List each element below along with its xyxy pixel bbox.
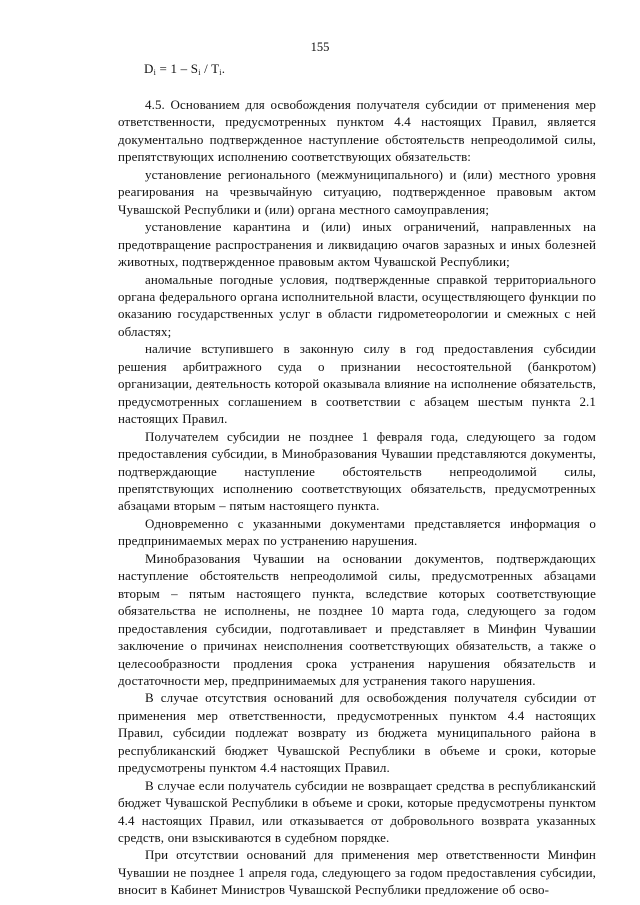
page-number: 155 — [310, 40, 330, 54]
paragraph-minfin-proposal: При отсутствии оснований для применения мер ответственности Минфин Чувашии не позднее 1 апреля года, следующего за годом предоставления субсидии, вносит в Кабинет Министров Чувашской Республики предложение об осво- — [118, 847, 596, 898]
paragraph-documents-deadline: Получателем субсидии не позднее 1 февраля года, следующего за годом предоставления субсидии, в Минобразования Чувашии представляются документы, подтверждающие наступление обстоятельств непреодолимой силы, препятствующих исполнению соответствующих обязательств, предусмотренных абзацами вторым – пятым настоящего пункта. — [118, 428, 596, 514]
paragraph-court-recovery: В случае если получатель субсидии не возвращает средства в республиканский бюджет Чувашской Республики в объеме и сроки, которые предусмотрены пунктом 4.4 настоящих Правил, или отказывается от добровольного возврата указанных средств, они взыскиваются в судебном порядке. — [118, 777, 596, 846]
paragraph-weather: аномальные погодные условия, подтвержденные справкой территориального органа федерального органа исполнительной власти, осуществляющего функции по оказанию государственных услуг в области гидрометеорологии и смежных с ней областях; — [118, 271, 596, 339]
paragraph-ministry-conclusion: Минобразования Чувашии на основании документов, подтверждающих наступление обстоятельств непреодолимой силы, предусмотренных абзацами вторым – пятым настоящего пункта, вследствие которых соответствующие обязательства не исполнены, не позднее 10 марта года, следующего за годом предоставления субсидии, подготавливает и представляет в Минфин Чувашии заключение о причинах неисполнения соответствующих обязательств, а также о целесообразности продления срока устранения нарушения обязательств и достаточности мер, предпринимаемых для устранения такого нарушения. — [118, 550, 596, 688]
formula — [144, 61, 225, 77]
formula-divisor: / T — [200, 61, 220, 76]
formula-end: . — [221, 61, 226, 76]
formula-middle-subscript: i — [198, 68, 201, 77]
formula-lhs: D — [144, 61, 154, 76]
formula-lhs-subscript: i — [153, 68, 157, 77]
formula-divisor-subscript: i — [219, 68, 222, 77]
paragraph-bankruptcy: наличие вступившего в законную силу в год предоставления субсидии решения арбитражного суда о признании несостоятельной (банкротом) организации, деятельность которой оказывала влияние на исполнение обязательств, предусмотренных соглашением в соответствии с абзацем шестым пункта 2.1 настоящих Правил. — [118, 341, 596, 427]
document-body — [118, 96, 596, 899]
paragraph-measures-info: Одновременно с указанными документами представляется информация о предпринимаемых мерах по устранению нарушения. — [118, 515, 596, 549]
paragraph-regional-emergency: установление регионального (межмуниципального) и (или) местного уровня реагирования на чрезвычайную ситуацию, подтвержденное правовым актом Чувашской Республики и (или) органа местного самоуправления; — [118, 166, 596, 217]
paragraph-no-grounds-refund: В случае отсутствия оснований для освобождения получателя субсидии от применения мер ответственности, предусмотренных пунктом 4.4 настоящих Правил, субсидии подлежат возврату из бюджета муниципального района в республиканский бюджет Чувашской Республики в объеме и сроки, которые предусмотрены пунктом 4.4 настоящих Правил. — [118, 690, 596, 776]
paragraph-4-5: 4.5. Основанием для освобождения получателя субсидии от применения мер ответственности, предусмотренных пунктом 4.4 настоящих Правил, является документально подтвержденное наступление обстоятельств непреодолимой силы, препятствующих исполнению соответствующих обязательств: — [118, 97, 596, 165]
paragraph-quarantine: установление карантина и (или) иных ограничений, направленных на предотвращение распространения и ликвидацию очагов заразных и иных болезней животных, подтвержденное правовым актом Чувашской Республики; — [118, 219, 596, 270]
formula-middle: = 1 – S — [156, 61, 199, 76]
